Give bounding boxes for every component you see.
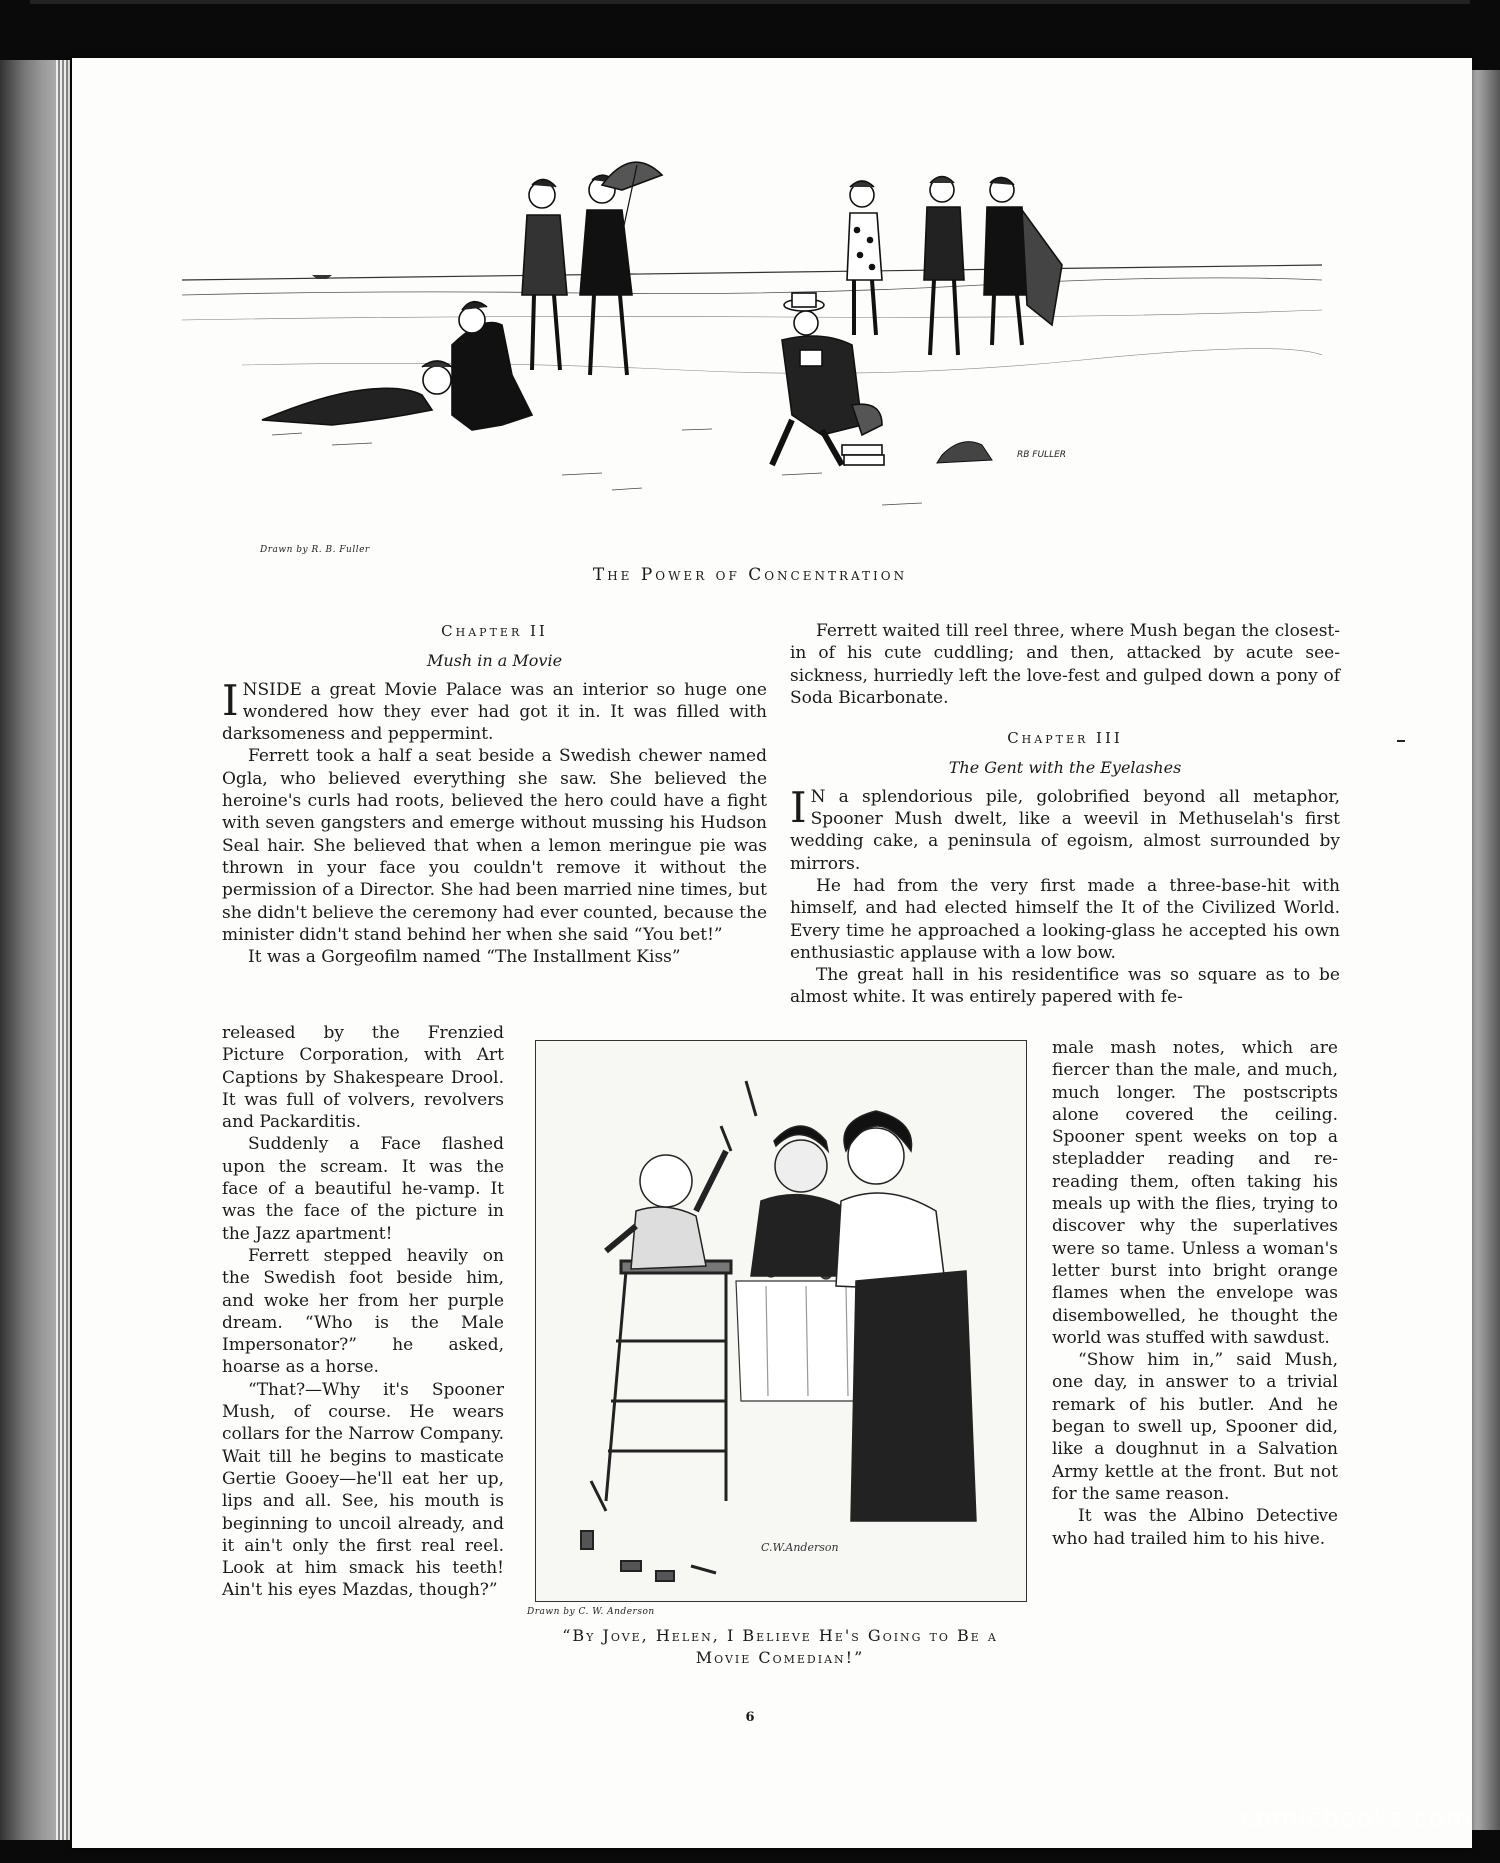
left-column (222, 620, 767, 968)
man-reading-figure (772, 293, 884, 465)
illustration-credit: Drawn by C. W. Anderson (527, 1607, 655, 1617)
paragraph: I N a splendorious pile, golobrified beyond all metaphor, Spooner Mush dwelt, like a weevil in Methuselah's first wedding cake, a peninsula of egoism, almost surrounded by mirrors. (790, 782, 1340, 874)
paragraph: The great hall in his residentifice was so square as to be almost white. It was entirely papered with fe- (790, 965, 1340, 1008)
paragraph: Suddenly a Face flashed upon the scream. It was the face of a beautiful he-vamp. It was the face of the picture in the Jazz apartment! (222, 1134, 504, 1244)
paragraph: “Show him in,” said Mush, one day, in answer to a trivial remark of his butler. And he began to swell up, Spooner did, like a doughnut in a Salvation Army kettle at the front. But not for the same reason. (1052, 1350, 1338, 1504)
beach-illustration (182, 145, 1322, 545)
book-spine-left (0, 60, 70, 1840)
chapter-heading: Chapter II (441, 622, 548, 640)
book-spine-right (1472, 70, 1500, 1830)
right-column (790, 620, 1340, 1009)
paragraph: He had from the very first made a three-base-hit with himself, and had elected himself the It of the Civilized World. Every time he approached a looking-glass he accepted his own enthusiastic applause with a low bow. (790, 875, 1340, 963)
paragraph: Ferrett stepped heavily on the Swedish foot beside him, and woke her from her purple dream. “Who is the Male Impersonator?” he asked, hoarse as a horse. (222, 1245, 504, 1378)
paragraph: male mash notes, which are fiercer than the male, and much, much longer. The postscripts alone covered the ceiling. Spooner spent weeks on top a stepladder reading and re-reading them, often taking his meals up with the flies, trying to discover why the superlatives were so tame. Unless a woman's letter burst into bright orange flames when the envelope was disembowelled, he thought the world was stuffed with sawdust. (1052, 1038, 1338, 1348)
page-number: 6 (745, 1710, 755, 1725)
paragraph: Ferrett waited till reel three, where Mush began the closest-in of his cute cuddling; and then, attacked by acute see-sickness, hurriedly left the love-fest and gulped down a pony of Soda Bicarbonate. (790, 621, 1340, 708)
illustration-credit: Drawn by R. B. Fuller (260, 545, 370, 555)
paragraph: released by the Frenzied Picture Corporation, with Art Captions by Shakespeare Drool. It was full of volvers, revolvers and Packarditis. (222, 1023, 504, 1133)
paragraph: It was the Albino Detective who had trailed him to his hive. (1052, 1506, 1338, 1549)
illustration-caption: The Power of Concentration (592, 565, 908, 585)
illustration-caption: “By Jove, Helen, I Believe He's Going to Be a Movie Comedian!” (562, 1626, 998, 1667)
drop-cap: I (790, 782, 807, 832)
svg-text:C.W.Anderson: C.W.Anderson (761, 1541, 839, 1554)
family-illustration (535, 1040, 1027, 1602)
paragraph: Ferrett took a half a seat beside a Swedish chewer named Ogla, who believed everything she saw. She believed the heroine's curls had roots, believed the hero could have a fight with seven gangsters and emerge without mussing his Hudson Seal hair. She believed that when a lemon meringue pie was thrown in your face you couldn't remove it without the permission of a Director. She had been married nine times, but she didn't believe the ceremony had ever counted, because the minister didn't stand behind her when she said “You bet!” (222, 746, 767, 945)
paragraph: It was a Gorgeofilm named “The Installment Kiss” (248, 947, 681, 968)
left-narrow-column (222, 1022, 504, 1602)
margin-mark (1397, 740, 1405, 742)
chapter-subtitle: The Gent with the Eyelashes (948, 758, 1182, 778)
standing-bathers-right (847, 177, 1062, 356)
chapter-heading: Chapter III (1007, 729, 1123, 748)
chapter-subtitle: Mush in a Movie (426, 651, 563, 671)
drop-cap: I (222, 675, 239, 725)
watermark: comicbooks.com (1240, 1803, 1472, 1833)
svg-text:RB FULLER: RB FULLER (1017, 450, 1067, 460)
paragraph: “That?—Why it's Spooner Mush, of course. He wears collars for the Narrow Company. Wait till he begins to masticate Gertie Gooey—he'll eat her up, lips and all. See, his mouth is beginning to uncoil already, and it ain't only the first real reel. Look at him smack his teeth! Ain't his eyes Mazdas, though?” (222, 1379, 504, 1601)
right-narrow-column (1052, 1037, 1338, 1550)
paragraph: INSIDE a great Movie Palace was an interior so huge one wondered how they ever had got it in. It was filled with darksomeness and peppermint. (222, 675, 767, 745)
page-top-edge (30, 0, 1470, 4)
standing-bathers-center (522, 162, 662, 375)
reclining-bathers (262, 302, 532, 430)
